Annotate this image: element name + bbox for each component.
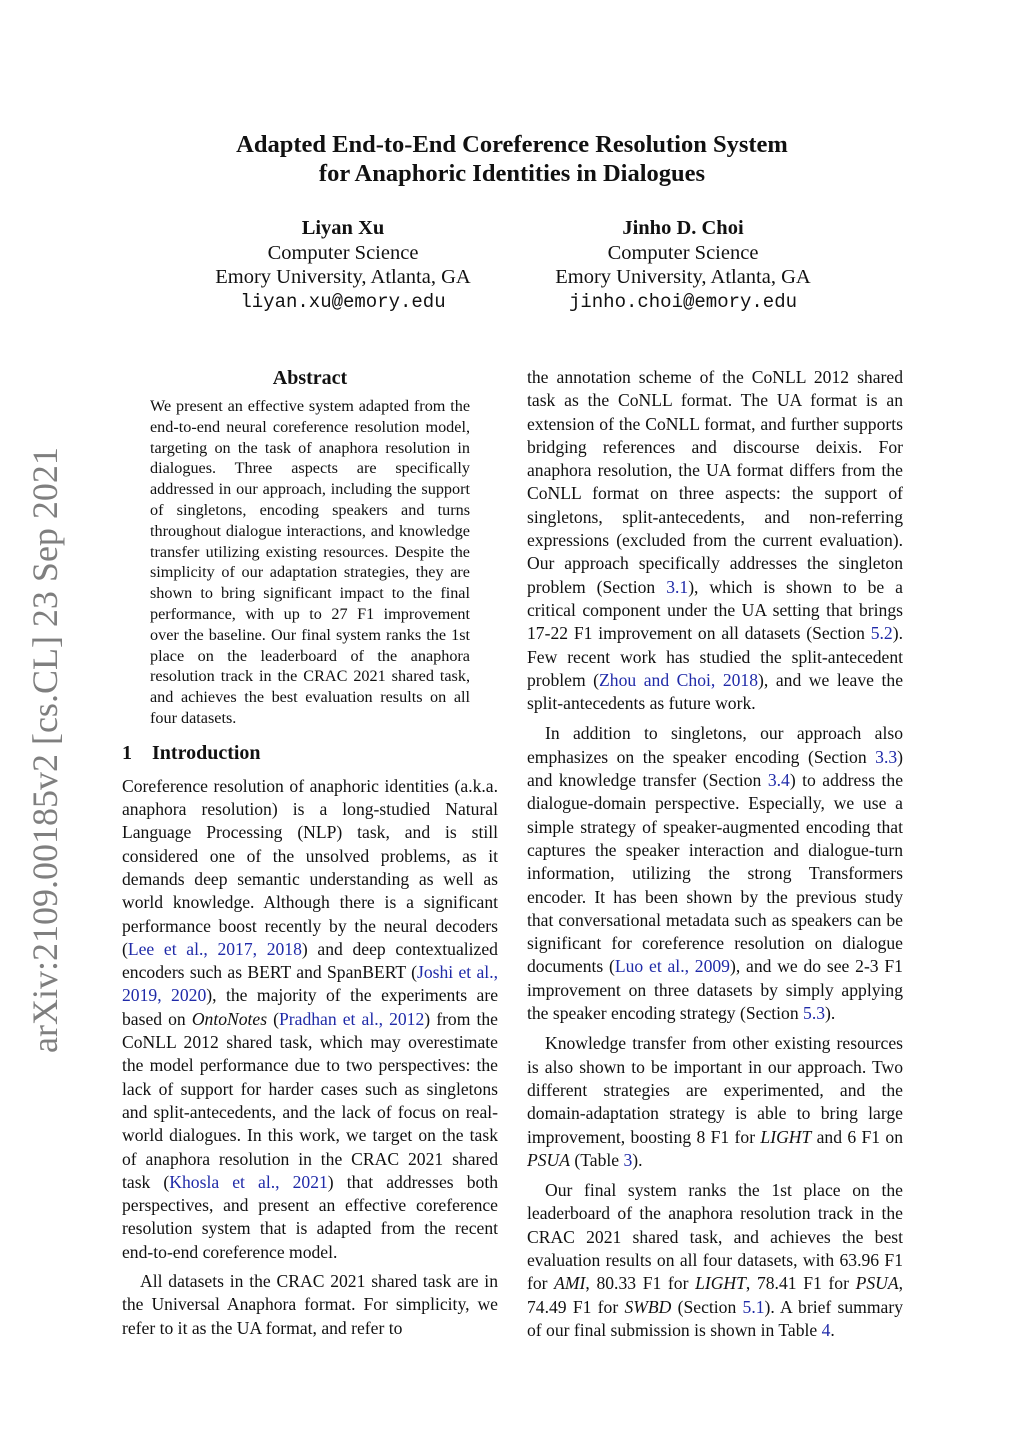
dataset-name: LIGHT (760, 1126, 812, 1147)
text-run: , 74.49 F1 for (527, 1273, 903, 1317)
text-run: Our final system ranks the 1st place on the leaderboard of the anaphora resolution track in the CRAC 2021 shared task, and achieves the best evaluation results on all four datasets, with 63.96 F1 for (527, 1180, 903, 1294)
text-run: ). (632, 1149, 643, 1170)
intro-paragraph-1 (122, 775, 498, 1264)
dataset-name: PSUA (527, 1149, 570, 1170)
text-run: ), and we leave the split-antecedents as future work. (527, 669, 903, 714)
dataset-name: PSUA (855, 1273, 899, 1294)
text-run: (Section (671, 1296, 743, 1317)
text-run: In addition to singletons, our approach also emphasizes on the speaker encoding (Section (527, 723, 903, 767)
right-paragraph-1 (527, 366, 903, 715)
text-run: the annotation scheme of the CoNLL 2012 shared task as the CoNLL format. The UA format is an extension of the CoNLL format, and further supports bridging references and discourse deixis. For anaphora resolution, the UA format differs from the CoNLL format on three aspects: the support of singletons, split-antecedents, and non-referring expressions (excluded from the current evaluation). Our approach specifically addresses the singleton problem (Section (527, 367, 903, 597)
author-block-1 (163, 216, 523, 314)
text-run: Coreference resolution of anaphoric identities (a.k.a. anaphora resolution) is a long-studied Natural Language Processing (NLP) task, and is still considered one of the unsolved problems, as it demands deep semantic understanding as well as world knowledge. Although there is a significant performance boost recently by the neural decoders ( (122, 775, 498, 959)
text-run: ). (825, 1003, 836, 1024)
text-run: ) from the CoNLL 2012 shared task, which may overestimate the model performance due to two perspectives: the lack of support for harder cases such as singletons and split-antecedents, and the lack of focus on real-world dialogues. In this work, we target on the task of anaphora resolution in the CRAC 2021 shared task ( (122, 1008, 498, 1192)
citation-link[interactable]: Khosla et al., 2021 (169, 1171, 328, 1192)
right-column (527, 366, 903, 1342)
text-run: (Table (570, 1149, 624, 1170)
dataset-name: OntoNotes (191, 1008, 268, 1029)
text-run: ). A brief summary of our final submission is shown in Table (527, 1296, 903, 1340)
text-run: ) to address the dialogue-domain perspective. Especially, we use a simple strategy of speaker-augmented encoding that captures the speaker interaction and dialogue-turn information, utilizing the strong Transformers encoder. It has been shown by the previous study that conversational metadata such as speakers can be significant for coreference resolution on dialogue documents ( (527, 770, 903, 977)
table-link[interactable]: 4 (821, 1319, 831, 1340)
text-run: ), the majority of the experiments are based on (122, 985, 499, 1029)
text-run: ), and we do see 2-3 F1 improvement on three datasets by simply applying the speaker encoding strategy (Section (527, 956, 903, 1024)
author-name: Jinho D. Choi (622, 217, 744, 239)
author-email[interactable]: jinho.choi@emory.edu (568, 290, 798, 313)
text-run: ), which is shown to be a critical component under the UA setting that brings 17-22 F1 improvement on all datasets (Section (527, 576, 903, 644)
author-email[interactable]: liyan.xu@emory.edu (240, 290, 446, 313)
title-line-1: Adapted End-to-End Coreference Resolution System (236, 131, 788, 158)
text-run: ( (267, 1008, 280, 1029)
citation-link[interactable]: Pradhan et al., 2012 (279, 1008, 425, 1029)
author-dept: Computer Science (607, 241, 759, 264)
right-paragraph-2 (527, 722, 903, 1025)
author-affiliation: Emory University, Atlanta, GA (555, 266, 811, 288)
text-run: , 78.41 F1 for (745, 1273, 856, 1294)
text-run: Knowledge transfer from other existing resources is also shown to be important in our approach. Two different strategies are experimented, and the domain-adaptation strategy is able to bring large improvement, boosting 8 F1 for (527, 1033, 903, 1147)
dataset-name: AMI (554, 1273, 586, 1294)
section-number: 1 (122, 741, 132, 764)
left-column (122, 366, 498, 1340)
text-run: . (830, 1319, 835, 1340)
section-link[interactable]: 3.3 (875, 746, 898, 767)
section-title: Introduction (152, 741, 261, 764)
title-line-2: for Anaphoric Identities in Dialogues (318, 160, 706, 187)
citation-link[interactable]: Zhou and Choi, 2018 (599, 669, 759, 690)
citation-link[interactable]: Luo et al., 2009 (614, 956, 730, 977)
section-link[interactable]: 5.3 (803, 1003, 826, 1024)
text-run: ) that addresses both perspectives, and present an effective coreference resolution system that is adapted from the recent end-to-end coreference model. (122, 1171, 499, 1262)
arxiv-identifier: arXiv:2109.00185v2 [cs.CL] 23 Sep 2021 (25, 447, 65, 1053)
author-dept: Computer Science (267, 241, 419, 264)
abstract-heading: Abstract (272, 367, 348, 389)
text-run: , 80.33 F1 for (585, 1273, 696, 1294)
author-name: Liyan Xu (301, 217, 385, 239)
dataset-name: SWBD (624, 1296, 672, 1317)
section-heading (122, 741, 498, 765)
dataset-name: LIGHT (695, 1273, 746, 1294)
citation-link[interactable]: Lee et al., 2017, 2018 (127, 938, 302, 959)
paper-title (0, 130, 1024, 188)
text-run: ) and knowledge transfer (Section (527, 746, 903, 791)
text-run: ) and deep contextualized encoders such as BERT and SpanBERT ( (122, 938, 498, 983)
citation-link[interactable]: Joshi et al., 2019, 2020 (122, 962, 498, 1006)
section-link[interactable]: 3.4 (767, 770, 790, 791)
author-block-2 (503, 216, 863, 314)
author-affiliation: Emory University, Atlanta, GA (215, 266, 471, 288)
right-paragraph-3 (527, 1032, 903, 1172)
text-run: and 6 F1 on (811, 1126, 904, 1147)
abstract-text: We present an effective system adapted from the end-to-end neural coreference resolution model, targeting on the task of anaphora resolution in dialogues. Three aspects are specifically addressed in our approach, including the support of singletons, encoding speakers and turns throughout dialogue interactions, and knowledge transfer utilizing existing resources. Despite the simplicity of our adaptation strategies, they are shown to bring significant impact to the final performance, with up to 27 F1 improvement over the baseline. Our final system ranks the 1st place on the leaderboard of the anaphora resolution track in the CRAC 2021 shared task, and achieves the best evaluation results on all four datasets. (150, 397, 470, 727)
right-paragraph-4 (527, 1179, 903, 1342)
table-link[interactable]: 3 (623, 1149, 633, 1170)
section-link[interactable]: 5.1 (742, 1296, 765, 1317)
text-run: ). Few recent work has studied the split-antecedent problem ( (527, 623, 903, 690)
intro-paragraph-2: All datasets in the CRAC 2021 shared task are in the Universal Anaphora format. For simplicity, we refer to it as the UA format, and refer to (122, 1270, 498, 1338)
section-link[interactable]: 5.2 (870, 623, 893, 644)
section-link[interactable]: 3.1 (666, 576, 689, 597)
